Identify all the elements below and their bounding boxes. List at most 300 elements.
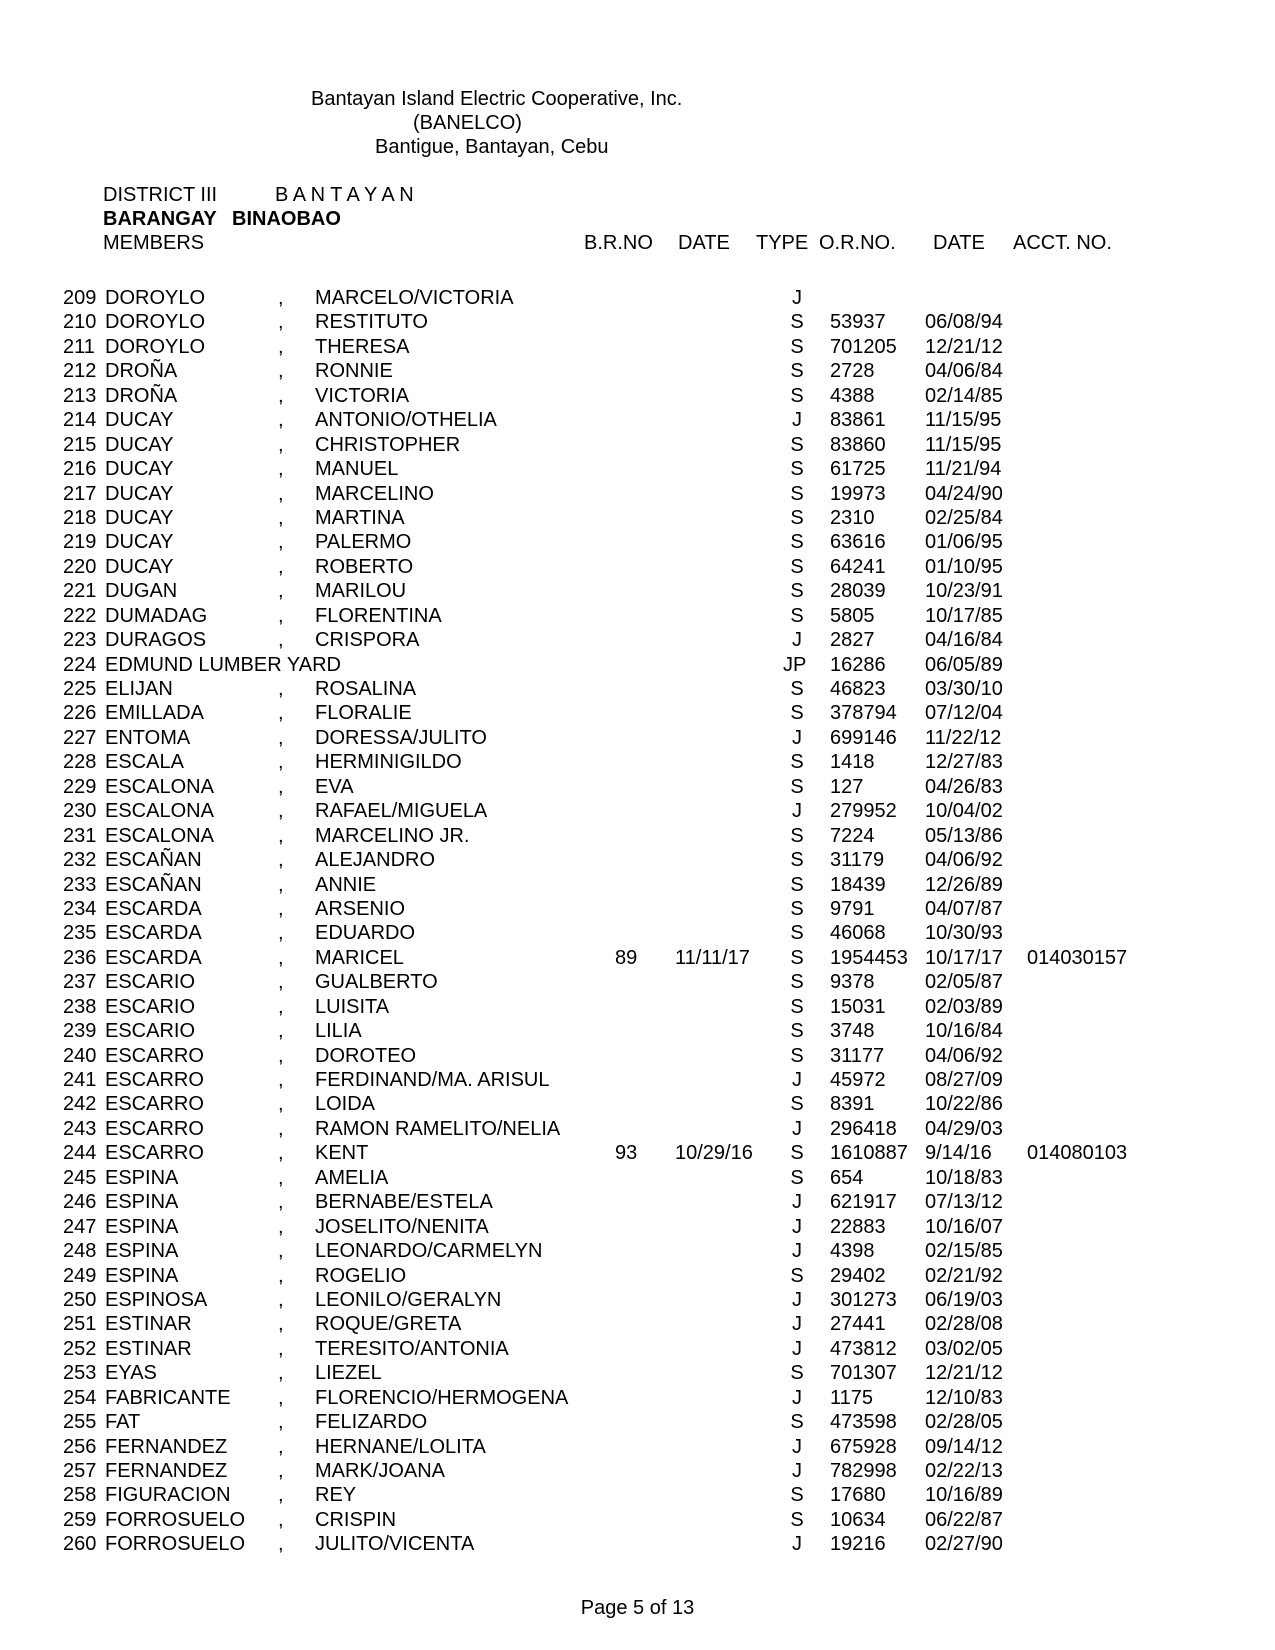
member-number: 257: [63, 1460, 97, 1482]
or-date: 11/22/12: [925, 726, 1002, 749]
or-date: 05/13/86: [925, 824, 1003, 847]
name-separator: ,: [278, 531, 284, 554]
or-number: 61725: [830, 458, 886, 481]
member-first-name: DORESSA/JULITO: [315, 726, 487, 749]
membership-type: S: [790, 922, 804, 945]
member-first-name: ROGELIO: [315, 1264, 407, 1287]
name-separator: ,: [278, 1215, 284, 1238]
member-number: 219: [63, 531, 97, 554]
or-date: 10/16/84: [925, 1020, 1003, 1043]
or-number: 1610887: [830, 1142, 908, 1165]
table-row: [0, 799, 1275, 823]
member-number: 242: [63, 1093, 97, 1116]
table-row: [0, 1068, 1275, 1092]
or-date: 04/29/03: [925, 1117, 1003, 1140]
or-date: 02/25/84: [925, 506, 1003, 529]
table-row: [0, 1141, 1275, 1165]
membership-type: JP: [783, 653, 807, 676]
column-header-or-no: O.R.NO.: [819, 232, 896, 254]
column-header-date: DATE: [678, 232, 730, 254]
membership-type: S: [790, 531, 804, 554]
table-row: [0, 359, 1275, 383]
membership-type: S: [790, 580, 804, 603]
member-last-name: DOROYLO: [105, 311, 206, 334]
or-number: 2728: [830, 360, 875, 383]
member-number: 250: [63, 1288, 97, 1311]
or-date: 01/10/95: [925, 555, 1003, 578]
member-number: 258: [63, 1484, 97, 1507]
member-number: 255: [63, 1411, 97, 1434]
member-last-name: FERNANDEZ: [105, 1460, 228, 1482]
member-number: 220: [63, 555, 97, 578]
membership-type: J: [792, 1069, 802, 1091]
or-date: 10/30/93: [925, 922, 1003, 945]
member-first-name: MARILOU: [315, 580, 407, 603]
or-date: 11/15/95: [925, 409, 1002, 432]
table-row: [0, 1092, 1275, 1116]
member-last-name: DROÑA: [105, 360, 178, 383]
or-date: 08/27/09: [925, 1069, 1003, 1091]
name-separator: ,: [278, 1411, 284, 1434]
account-number: 014030157: [1027, 946, 1128, 969]
table-row: [0, 848, 1275, 872]
member-number: 222: [63, 604, 97, 627]
or-number: 296418: [830, 1117, 897, 1140]
or-number: 675928: [830, 1435, 897, 1458]
table-row: [0, 457, 1275, 481]
member-last-name: EDMUND LUMBER YARD: [105, 653, 341, 676]
member-first-name: CRISPORA: [315, 629, 420, 652]
or-number: 19973: [830, 482, 886, 505]
member-number: 236: [63, 946, 97, 969]
or-date: 04/24/90: [925, 482, 1003, 505]
br-date: 10/29/16: [675, 1142, 753, 1165]
membership-type: S: [790, 897, 804, 920]
table-row: [0, 408, 1275, 432]
table-row: [0, 628, 1275, 652]
name-separator: ,: [278, 1313, 284, 1336]
town-name: B A N T A Y A N: [275, 184, 414, 206]
name-separator: ,: [278, 726, 284, 749]
or-date: 04/06/84: [925, 360, 1003, 383]
or-date: 12/10/83: [925, 1386, 1003, 1409]
membership-type: S: [790, 384, 804, 407]
member-last-name: ESCALONA: [105, 824, 214, 847]
member-first-name: BERNABE/ESTELA: [315, 1191, 493, 1214]
member-first-name: LIEZEL: [315, 1362, 382, 1385]
member-first-name: DOROTEO: [315, 1044, 417, 1067]
name-separator: ,: [278, 849, 284, 872]
table-row: [0, 970, 1275, 994]
or-number: 18439: [830, 873, 886, 896]
name-separator: ,: [278, 800, 284, 823]
name-separator: ,: [278, 1362, 284, 1385]
member-number: 245: [63, 1166, 97, 1189]
name-separator: ,: [278, 1166, 284, 1189]
member-first-name: RAFAEL/MIGUELA: [315, 800, 488, 823]
membership-type: S: [790, 1093, 804, 1116]
br-number: 89: [615, 946, 638, 969]
member-number: 212: [63, 360, 97, 383]
name-separator: ,: [278, 1093, 284, 1116]
member-number: 231: [63, 824, 97, 847]
member-last-name: ESCARDA: [105, 897, 202, 920]
member-last-name: ESCARIO: [105, 1020, 196, 1043]
name-separator: ,: [278, 702, 284, 725]
or-date: 09/14/12: [925, 1435, 1003, 1458]
table-row: [0, 1435, 1275, 1459]
member-first-name: PALERMO: [315, 531, 412, 554]
name-separator: ,: [278, 1288, 284, 1311]
member-first-name: MARCELO/VICTORIA: [315, 287, 514, 309]
membership-type: S: [790, 433, 804, 456]
column-header-br-no: B.R.NO: [584, 232, 653, 254]
membership-type: J: [792, 287, 802, 309]
member-first-name: ANNIE: [315, 873, 377, 896]
table-row: [0, 286, 1275, 310]
name-separator: ,: [278, 335, 284, 358]
member-first-name: MARTINA: [315, 506, 405, 529]
name-separator: ,: [278, 678, 284, 700]
table-row: [0, 946, 1275, 970]
or-number: 5805: [830, 604, 875, 627]
membership-type: S: [790, 1020, 804, 1043]
or-date: 04/06/92: [925, 1044, 1003, 1067]
table-row: [0, 873, 1275, 897]
membership-type: S: [790, 946, 804, 969]
or-number: 45972: [830, 1069, 886, 1091]
table-row: [0, 1166, 1275, 1190]
name-separator: ,: [278, 1142, 284, 1165]
member-first-name: ROQUE/GRETA: [315, 1313, 462, 1336]
name-separator: ,: [278, 1484, 284, 1507]
or-number: 279952: [830, 800, 897, 823]
member-first-name: ARSENIO: [315, 897, 406, 920]
account-number: 014080103: [1027, 1142, 1128, 1165]
or-date: 10/22/86: [925, 1093, 1003, 1116]
name-separator: ,: [278, 604, 284, 627]
membership-type: S: [790, 995, 804, 1018]
membership-type: J: [792, 1533, 802, 1556]
table-row: [0, 677, 1275, 701]
table-row: [0, 1117, 1275, 1141]
table-row: [0, 310, 1275, 334]
membership-type: J: [792, 726, 802, 749]
member-last-name: DUCAY: [105, 506, 174, 529]
table-row: [0, 824, 1275, 848]
member-first-name: FLORENCIO/HERMOGENA: [315, 1386, 569, 1409]
member-number: 211: [63, 335, 95, 358]
or-number: 473598: [830, 1411, 897, 1434]
member-first-name: FELIZARDO: [315, 1411, 428, 1434]
name-separator: ,: [278, 433, 284, 456]
membership-type: S: [790, 1044, 804, 1067]
member-last-name: ESCARRO: [105, 1044, 204, 1067]
member-last-name: ESPINA: [105, 1240, 179, 1263]
name-separator: ,: [278, 629, 284, 652]
member-number: 218: [63, 506, 97, 529]
or-number: 7224: [830, 824, 875, 847]
member-number: 259: [63, 1508, 97, 1531]
member-last-name: ESCARDA: [105, 922, 202, 945]
membership-type: S: [790, 824, 804, 847]
or-number: 9791: [830, 897, 875, 920]
member-number: 251: [63, 1313, 97, 1336]
member-number: 214: [63, 409, 97, 432]
or-number: 1954453: [830, 946, 908, 969]
name-separator: ,: [278, 995, 284, 1018]
name-separator: ,: [278, 1337, 284, 1360]
member-first-name: FLORENTINA: [315, 604, 442, 627]
or-number: 22883: [830, 1215, 886, 1238]
or-number: 15031: [830, 995, 886, 1018]
member-last-name: DURAGOS: [105, 629, 207, 652]
member-number: 256: [63, 1435, 97, 1458]
name-separator: ,: [278, 1044, 284, 1067]
member-first-name: JOSELITO/NENITA: [315, 1215, 489, 1238]
table-row: [0, 555, 1275, 579]
member-last-name: ESPINA: [105, 1166, 179, 1189]
or-number: 64241: [830, 555, 886, 578]
member-last-name: DOROYLO: [105, 287, 206, 309]
or-number: 53937: [830, 311, 886, 334]
barangay-label: BARANGAY: [103, 208, 217, 230]
member-last-name: DUCAY: [105, 531, 174, 554]
member-number: 246: [63, 1191, 97, 1214]
or-date: 02/14/85: [925, 384, 1003, 407]
membership-type: J: [792, 409, 802, 432]
table-row: [0, 1361, 1275, 1385]
member-first-name: LILIA: [315, 1020, 362, 1043]
member-last-name: ESCARIO: [105, 971, 196, 994]
org-abbreviation: (BANELCO): [413, 112, 522, 134]
member-last-name: DUMADAG: [105, 604, 208, 627]
membership-type: S: [790, 678, 804, 700]
or-date: 06/08/94: [925, 311, 1003, 334]
member-first-name: MARCELINO JR.: [315, 824, 470, 847]
member-number: 228: [63, 751, 97, 774]
name-separator: ,: [278, 1069, 284, 1091]
barangay-name: BINAOBAO: [232, 208, 341, 230]
or-number: 2827: [830, 629, 875, 652]
or-number: 27441: [830, 1313, 886, 1336]
member-first-name: MARK/JOANA: [315, 1460, 446, 1482]
table-row: [0, 726, 1275, 750]
membership-type: S: [790, 849, 804, 872]
name-separator: ,: [278, 775, 284, 798]
membership-type: S: [790, 1362, 804, 1385]
membership-type: J: [792, 1435, 802, 1458]
name-separator: ,: [278, 1460, 284, 1482]
or-number: 16286: [830, 653, 886, 676]
table-row: [0, 653, 1275, 677]
membership-type: S: [790, 1484, 804, 1507]
member-last-name: ESCALA: [105, 751, 184, 774]
member-first-name: LEONARDO/CARMELYN: [315, 1240, 543, 1263]
name-separator: ,: [278, 1508, 284, 1531]
or-number: 127: [830, 775, 864, 798]
member-number: 224: [63, 653, 97, 676]
table-row: [0, 1483, 1275, 1507]
or-date: 03/02/05: [925, 1337, 1003, 1360]
member-first-name: RESTITUTO: [315, 311, 428, 334]
member-first-name: MARCELINO: [315, 482, 434, 505]
or-date: 11/15/95: [925, 433, 1002, 456]
or-date: 02/15/85: [925, 1240, 1003, 1263]
membership-type: S: [790, 1166, 804, 1189]
name-separator: ,: [278, 1240, 284, 1263]
or-number: 301273: [830, 1288, 897, 1311]
member-number: 244: [63, 1142, 97, 1165]
or-date: 10/17/17: [925, 946, 1003, 969]
member-last-name: ESPINA: [105, 1215, 179, 1238]
member-number: 240: [63, 1044, 97, 1067]
membership-type: J: [792, 1191, 802, 1214]
member-last-name: ESCARDA: [105, 946, 202, 969]
member-number: 229: [63, 775, 97, 798]
membership-type: S: [790, 360, 804, 383]
name-separator: ,: [278, 409, 284, 432]
member-number: 241: [63, 1069, 97, 1091]
or-number: 701205: [830, 335, 897, 358]
membership-type: S: [790, 335, 804, 358]
name-separator: ,: [278, 1386, 284, 1409]
name-separator: ,: [278, 384, 284, 407]
or-number: 31179: [830, 849, 885, 872]
membership-type: S: [790, 971, 804, 994]
member-last-name: ESCALONA: [105, 775, 214, 798]
name-separator: ,: [278, 971, 284, 994]
member-number: 223: [63, 629, 97, 652]
member-last-name: DUGAN: [105, 580, 178, 603]
name-separator: ,: [278, 1435, 284, 1458]
membership-type: J: [792, 1337, 802, 1360]
member-last-name: DROÑA: [105, 384, 178, 407]
or-date: 06/22/87: [925, 1508, 1003, 1531]
membership-type: S: [790, 311, 804, 334]
member-last-name: ESPINA: [105, 1191, 179, 1214]
membership-type: J: [792, 1215, 802, 1238]
name-separator: ,: [278, 922, 284, 945]
or-date: 10/17/85: [925, 604, 1003, 627]
or-date: 07/12/04: [925, 702, 1003, 725]
or-date: 12/21/12: [925, 335, 1003, 358]
or-number: 699146: [830, 726, 897, 749]
member-number: 254: [63, 1386, 97, 1409]
member-last-name: ESCARRO: [105, 1093, 204, 1116]
or-number: 83861: [830, 409, 886, 432]
name-separator: ,: [278, 1117, 284, 1140]
member-number: 237: [63, 971, 97, 994]
member-first-name: ROBERTO: [315, 555, 414, 578]
or-number: 29402: [830, 1264, 886, 1287]
members-label: MEMBERS: [103, 232, 205, 254]
or-date: 02/21/92: [925, 1264, 1003, 1287]
name-separator: ,: [278, 1264, 284, 1287]
or-number: 9378: [830, 971, 875, 994]
membership-type: J: [792, 1288, 802, 1311]
table-row: [0, 1288, 1275, 1312]
name-separator: ,: [278, 873, 284, 896]
member-last-name: ESCARRO: [105, 1117, 204, 1140]
name-separator: ,: [278, 287, 284, 309]
member-number: 216: [63, 458, 97, 481]
name-separator: ,: [278, 580, 284, 603]
or-number: 10634: [830, 1508, 886, 1531]
membership-type: J: [792, 1117, 802, 1140]
member-number: 247: [63, 1215, 97, 1238]
table-row: [0, 579, 1275, 603]
or-number: 4388: [830, 384, 875, 407]
member-number: 252: [63, 1337, 97, 1360]
member-number: 221: [63, 580, 97, 603]
or-date: 07/13/12: [925, 1191, 1003, 1214]
table-row: [0, 1312, 1275, 1336]
or-number: 17680: [830, 1484, 886, 1507]
member-first-name: AMELIA: [315, 1166, 389, 1189]
member-first-name: MANUEL: [315, 458, 399, 481]
member-last-name: ESCAÑAN: [105, 873, 202, 896]
or-number: 473812: [830, 1337, 897, 1360]
membership-type: J: [792, 1313, 802, 1336]
member-first-name: VICTORIA: [315, 384, 410, 407]
or-date: 10/18/83: [925, 1166, 1003, 1189]
member-last-name: ENTOMA: [105, 726, 191, 749]
or-number: 1418: [830, 751, 875, 774]
member-last-name: ESCALONA: [105, 800, 214, 823]
member-last-name: EMILLADA: [105, 702, 204, 725]
member-number: 210: [63, 311, 97, 334]
membership-type: S: [790, 702, 804, 725]
table-row: [0, 506, 1275, 530]
member-number: 239: [63, 1020, 97, 1043]
member-first-name: KENT: [315, 1142, 369, 1165]
column-header-type: TYPE: [756, 232, 809, 254]
or-number: 621917: [830, 1191, 897, 1214]
membership-type: S: [790, 555, 804, 578]
or-number: 2310: [830, 506, 875, 529]
member-first-name: EDUARDO: [315, 922, 416, 945]
member-first-name: CHRISTOPHER: [315, 433, 461, 456]
column-header-acct-no: ACCT. NO.: [1013, 232, 1112, 254]
member-last-name: ESCARRO: [105, 1142, 204, 1165]
table-row: [0, 701, 1275, 725]
member-number: 209: [63, 287, 97, 309]
name-separator: ,: [278, 946, 284, 969]
membership-type: S: [790, 506, 804, 529]
membership-type: S: [790, 1264, 804, 1287]
member-first-name: FERDINAND/MA. ARISUL: [315, 1069, 550, 1091]
or-date: 02/28/08: [925, 1313, 1003, 1336]
name-separator: ,: [278, 555, 284, 578]
table-row: [0, 897, 1275, 921]
table-row: [0, 433, 1275, 457]
or-number: 8391: [830, 1093, 875, 1116]
or-date: 06/19/03: [925, 1288, 1003, 1311]
member-number: 217: [63, 482, 97, 505]
or-date: 04/26/83: [925, 775, 1003, 798]
or-number: 28039: [830, 580, 886, 603]
or-date: 02/03/89: [925, 995, 1003, 1018]
or-number: 701307: [830, 1362, 897, 1385]
table-row: [0, 1386, 1275, 1410]
member-last-name: FORROSUELO: [105, 1533, 246, 1556]
member-first-name: HERMINIGILDO: [315, 751, 462, 774]
member-first-name: TERESITO/ANTONIA: [315, 1337, 509, 1360]
or-date: 12/26/89: [925, 873, 1003, 896]
table-row: [0, 530, 1275, 554]
member-first-name: THERESA: [315, 335, 410, 358]
